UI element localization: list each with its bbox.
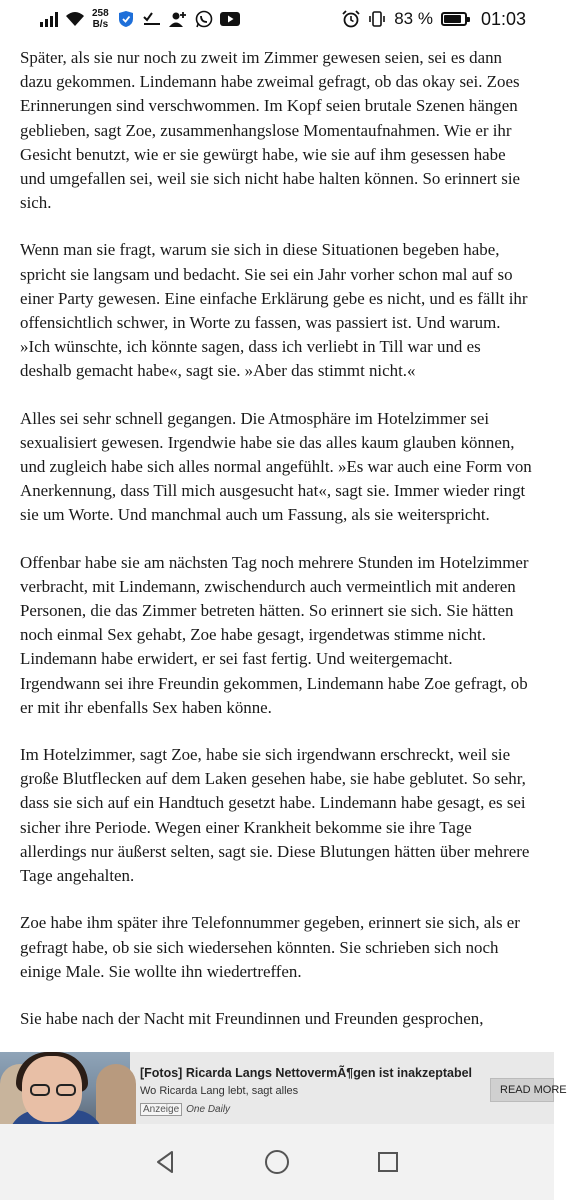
signal-icon [40,11,58,27]
article-body [20,38,534,1052]
network-speed-value: 258 [92,8,109,19]
recents-button[interactable] [368,1142,408,1182]
clock: 01:03 [480,8,526,29]
article-paragraph: Offenbar habe sie am nächsten Tag noch mehrere Stunden im Hotelzimmer verbracht, mit Lindemann, zwischendurch auch vermeintlich mit anderen Personen, die das Zimmer betreten hätten. So erinnert sie sich. Sie hätten noch einmal Sex gehabt, Zoe habe gesagt, irgendetwas stimme nicht. Lindemann habe erwidert, er sei fast fertig. Und weitergemacht. Irgendwann sei ihre Freundin gekommen, Lindemann habe Zoe gefragt, ob er mit ihr ebenfalls Sex haben könne. [20,552,529,717]
add-contact-icon [169,10,187,28]
shield-icon [117,10,135,28]
ad-subtitle[interactable]: Wo Ricarda Lang lebt, sagt alles [140,1085,299,1097]
status-left [40,8,239,30]
article-paragraph: Zoe habe ihm später ihre Telefonnummer gegeben, erinnert sie sich, als er gefragt habe, ob sie sich wiedersehen könnten. Sie schrieben sich noch einige Male. Sie wollte ihn wiedertreffen. [20,913,520,981]
ad-badge: Anzeige [140,1103,182,1116]
ad-image-glasses [30,1084,76,1096]
battery-fill [444,15,461,23]
battery-icon [441,12,467,26]
back-icon [153,1149,179,1175]
ad-banner[interactable] [0,1052,567,1124]
check-list-icon [143,10,161,28]
article-paragraph: Im Hotelzimmer, sagt Zoe, habe sie sich irgendwann erschreckt, weil sie große Blutflecken auf dem Laken gesehen habe, sie habe geblutet. So sehr, dass sie sich auf ein Handtuch gesetzt habe. Lindemann habe gesagt, es sei sicher ihre Periode. Wegen einer Krankheit bekomme sie ihre Tage allerdings nur äußerst selten, sagt sie. Diese Blutungen hätten über mehrere Tage angehalten. [20,745,530,886]
home-button[interactable] [257,1142,297,1182]
ad-title[interactable]: [Fotos] Ricarda Langs NettovermÃ¶gen ist inakzeptabel [140,1066,473,1080]
home-icon [263,1148,291,1176]
vibrate-icon [368,10,386,28]
status-bar [0,0,554,38]
battery-percent: 83 % [394,9,433,28]
ad-text[interactable] [130,1052,567,1124]
article-paragraph: Wenn man sie fragt, warum sie sich in diese Situationen begeben habe, spricht sie langsam und bedacht. Sie sei ein Jahr vorher schon mal auf so einer Party gewesen. Eine einfache Erklärung gebe es nicht, und es fällt ihr offensichtlich schwer, in Worte zu fassen, was passiert ist. Und warum. »Ich wünschte, ich könnte sagen, dass ich verliebt in Till war und es deshalb gemacht habe«, sagt sie. »Aber das stimmt nicht.« [20,240,528,381]
navigation-bar [0,1124,554,1200]
whatsapp-icon [195,10,213,28]
read-more-button[interactable]: READ MORE [490,1078,554,1102]
wifi-icon [66,10,84,28]
back-button[interactable] [146,1142,186,1182]
ad-meta [140,1103,544,1116]
youtube-icon [221,10,239,28]
article-paragraph: Sie habe nach der Nacht mit Freundinnen und Freunden gesprochen, [20,1008,484,1028]
article-paragraph: Alles sei sehr schnell gegangen. Die Atmosphäre im Hotelzimmer sei sexualisiert gewesen. Irgendwie habe sie das alles kaum glauben können, und zugleich habe sich alles normal angefühlt. »Es war auch eine Form von Anerkennung, dass Till mich ausgesucht hat«, sagt sie. Immer wieder ringt sie um Worte. Und manchmal auch um Fassung, als sie weiterspricht. [20,408,532,525]
ad-image[interactable] [0,1052,130,1124]
article-paragraph: Später, als sie nur noch zu zweit im Zimmer gewesen seien, sei es dann dazu gekommen. Lindemann habe zweimal gefragt, ob das okay sei. Zoes Erinnerungen sind verschwommen. Im Kopf seien brutale Szenen hängen geblieben, sagt Zoe, zusammenhangslose Momentaufnahmen. Wie er ihr Gesicht benutzt, wie er sie gewürgt habe, wie sie auf ihm gesessen habe und umgefallen sei, weil sie sich nicht habe halten können. So erinnert sie sich. [20,48,521,213]
network-speed [92,8,109,30]
ad-source: One Daily [186,1104,231,1115]
status-right [342,9,526,30]
network-speed-unit: B/s [92,19,109,30]
recents-icon [376,1150,400,1174]
alarm-icon [342,10,360,28]
